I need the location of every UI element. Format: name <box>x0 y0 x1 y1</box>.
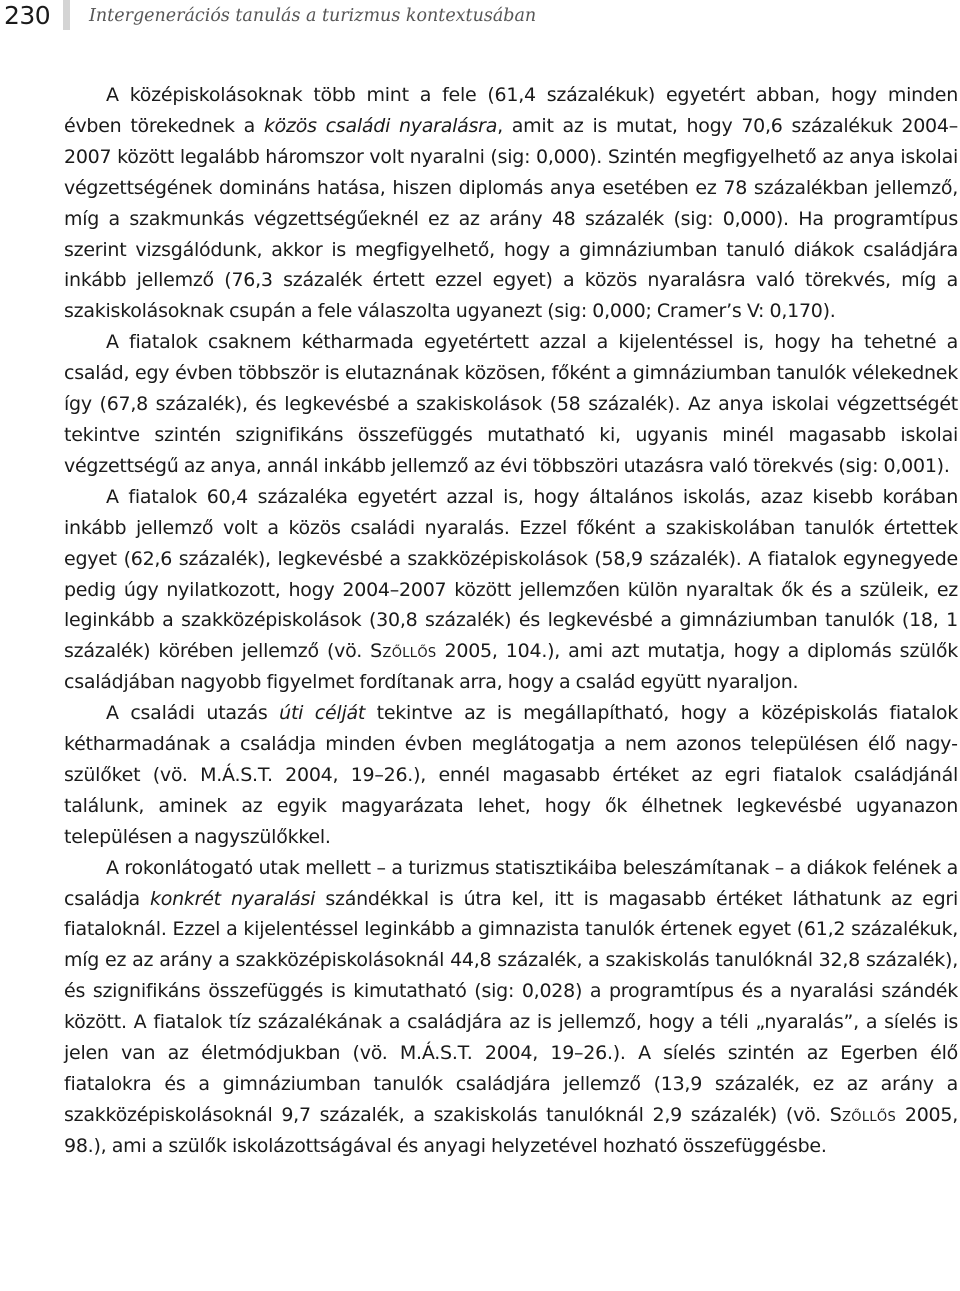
citation-author: Szőllős <box>370 640 437 663</box>
text-segment: A fiatalok 60,4 százaléka egyetért azzal is, hogy általános iskolás, azaz kisebb korában inkább jellemző volt a közös családi nyaralás. Ezzel főként a szakiskolában tanulók értettek egyet (62,6 százalék), legkevésbé a szakközépiskolások (58,9 százalék). A fiatalok egynegyede pedig úgy nyilatkozott, hogy 2004–2007 között jellemzően külön nyaraltak ők és a szüleik, ez leginkább a szakközépiskolások (30,8 százalék) és legkevésbé a gimnáziumban tanulók (18, 1 százalék) körében jellemző (vö. <box>64 485 958 663</box>
text-segment: A középiskolásoknak több mint a fele (61,4 százalékuk) egyetért abban, hogy minden évben törekednek a <box>64 84 958 137</box>
paragraph <box>64 853 958 1162</box>
citation-author: Szőllős <box>829 1103 897 1126</box>
paragraph <box>64 80 958 327</box>
text-segment: 2005, 104.), ami azt mutatja, hogy a diplomás szülők családjában nagyobb figyelmet fordítanak arra, hogy a család együtt nyaraljon. <box>64 640 958 694</box>
text-segment: tekintve az is megállapítható, hogy a középiskolás fiatalok kétharmadának a családja minden évben meglátogatja a nem azonos településen élő nagyszülőket (vö. M.Á.S.T. 2004, 19–26.), ennél magasabb értéket az egri fiatalok családjánál találunk, aminek az egyik magyarázata lehet, hogy ők élhetnek legkevésbé ugyanazon településen a nagyszülőkkel. <box>64 702 958 848</box>
italic-phrase: közös családi nyaralásra <box>263 114 498 137</box>
paragraph <box>64 698 958 853</box>
text-segment: A rokonlátogató utak mellett – a turizmus statisztikáiba beleszámítanak – a diákok felének a családja <box>64 856 958 910</box>
text-segment: 2005, 98.), ami a szülők iskolázottságával és anyagi helyzetével hozható összefüggésbe. <box>64 1103 958 1157</box>
italic-phrase: konkrét nyaralási <box>150 887 316 910</box>
italic-phrase: úti célját <box>279 702 366 725</box>
page-header <box>0 0 960 36</box>
header-divider <box>63 0 70 30</box>
text-segment: szándékkal is útra kel, itt is magasabb értéket láthatunk az egri fiataloknál. Ezzel a kijelentéssel leginkább a gimnazista tanulók értenek egyet (61,2 százalékuk, míg ez az arány a szakközépiskolásoknál 44,8 százalék, a szakiskolás tanulóknál 32,8 százalék), és szignifikáns összefüggés is kimutatható (sig: 0,028) a programtípus és a nyaralási szándék között. A fiatalok tíz százalékának a családjára az is jellemző, hogy a téli „nyaralás”, a síelés is jelen van az életmódjukban (vö. M.Á.S.T. 2004, 19–26.). A síelés szintén az Egerben élő fiatalokra és a gimnáziumban tanulók családjára jellemző (13,9 százalék, ez az arány a szakközépiskolásoknál 9,7 százalék, a szakiskolás tanulóknál 2,9 százalék) (vö. <box>64 887 958 1126</box>
paragraph <box>64 327 958 482</box>
text-segment: A családi utazás <box>106 702 280 725</box>
page-number: 230 <box>4 1 51 30</box>
body-text <box>64 80 958 1162</box>
paragraph <box>64 482 958 698</box>
text-segment: , amit az is mutat, hogy 70,6 százalékuk 2004–2007 között legalább háromszor volt nyaralni (sig: 0,000). Szintén megfigyelhető az anya iskolai végzettségének domináns hatása, hiszen diplomás anya esetében ez 78 százalékban jellemző, míg a szakmunkás végzettségűeknél ez az arány 48 százalék (sig: 0,000). Ha programtípus szerint vizsgálódunk, akkor is megfigyelhető, hogy a gimnáziumban tanuló diákok családjára inkább jellemző (76,3 százalék értett ezzel egyet) a közös nyaralásra való törekvés, míg a szakiskolásoknak csupán a fele válaszolta ugyanezt (sig: 0,000; Cramer’s V: 0,170). <box>64 114 958 323</box>
running-title: Intergenerációs tanulás a turizmus kontextusában <box>89 6 537 26</box>
text-segment: A fiatalok csaknem kétharmada egyetértett azzal a kijelentéssel is, hogy ha tehetné a család, egy évben többször is elutaznának közösen, főként a gimnáziumban tanulók vélekednek így (67,8 százalék), és legkevésbé a szakiskolások (58 százalék). Az anya iskolai végzettségét tekintve szintén szignifikáns összefüggés mutatható ki, ugyanis minél magasabb iskolai végzettségű az anya, annál inkább jellemző az évi többszöri utazásra való törekvés (sig: 0,001). <box>64 331 958 477</box>
